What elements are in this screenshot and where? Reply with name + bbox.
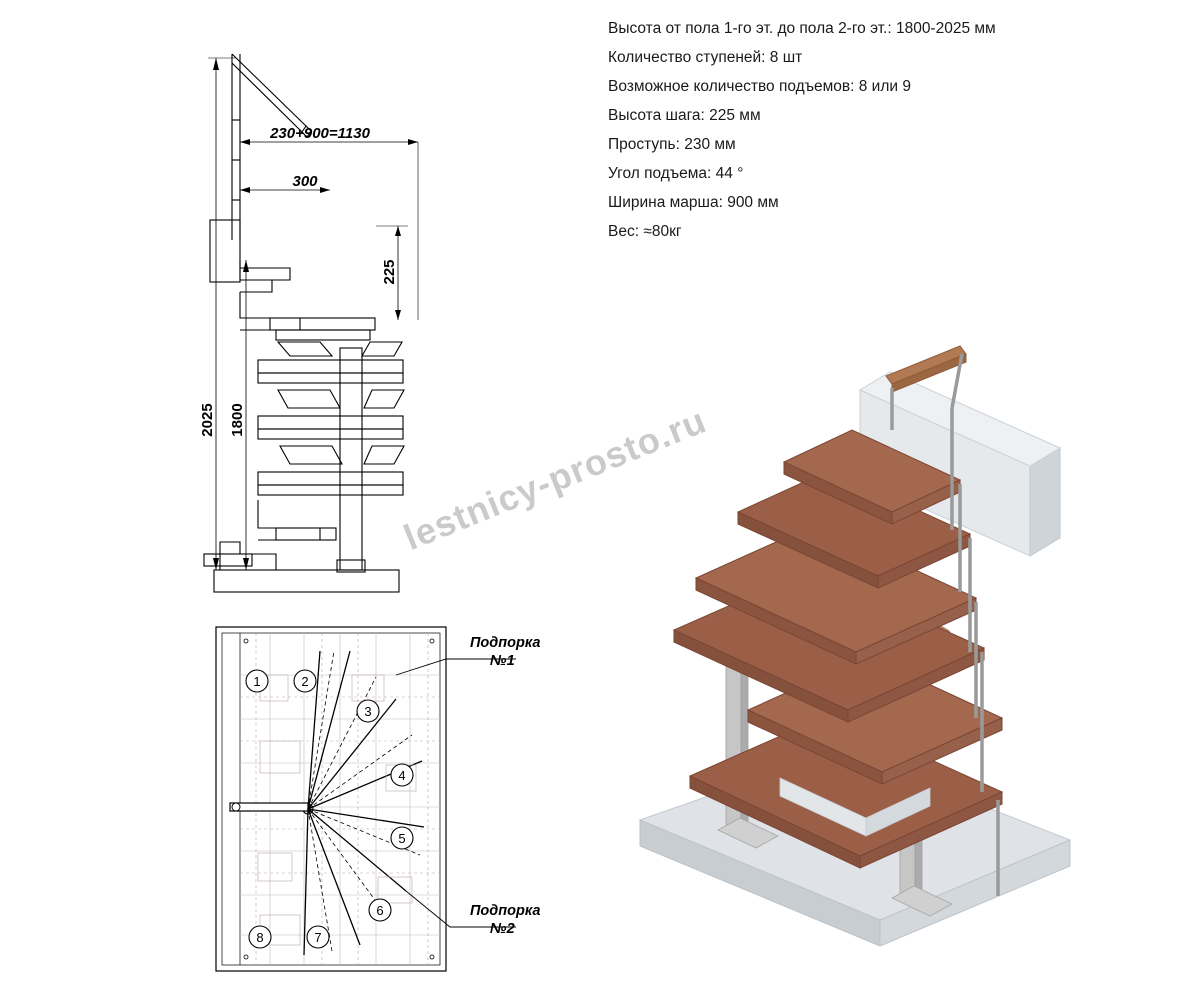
step-number-8 [249,926,271,948]
side-elevation-drawing [180,30,600,610]
svg-text:2: 2 [301,674,309,689]
watermark: lestnicy-prosto.ru [398,399,712,559]
svg-text:1: 1 [253,674,261,689]
spec-item-tread: Проступь: 230 мм [608,136,736,153]
support-2-label-line2: №2 [490,921,515,937]
step-number-3 [357,700,379,722]
specifications-list [608,14,1168,246]
dim-label-total-min: 1800 [229,403,246,437]
svg-text:5: 5 [398,831,406,846]
bracket-a [278,342,332,356]
dim-label-rise: 225 [381,259,398,285]
bracket-e [280,446,342,464]
bracket-f [364,446,404,464]
plan-center-beam [230,803,308,811]
dim-arrow-225-bottom [395,310,401,320]
bracket-c [278,390,340,408]
central-post [340,348,362,570]
step-profile-2 [258,500,320,540]
dim-arrow-2025-top [213,58,219,70]
dim-arrow-1800-bottom [243,558,249,570]
dim-arrow-300-right [320,187,330,193]
step-number-1 [246,670,268,692]
tread-5-edge [258,485,403,495]
step-number-2 [294,670,316,692]
tread-2 [276,528,336,540]
plan-beam-anchor [232,803,240,811]
support-2-label-line1: Подпорка [470,903,541,919]
dim-label-top: 230+900=1130 [270,125,370,142]
step-number-7 [307,926,329,948]
plan-view-drawing [200,615,580,985]
step-number-5 [391,827,413,849]
dim-arrow-top-left [240,139,250,145]
stair-3d-render [630,280,1090,970]
spec-item-weight: Вес: ≈80кг [608,223,682,240]
tread-7 [258,360,403,373]
bracket-d [364,390,404,408]
support-1-label-line2: №1 [490,653,515,669]
tread-6-edge [258,429,403,439]
dim-arrow-2025-bottom [213,558,219,570]
dim-label-tread: 300 [292,173,318,190]
spec-item-angle: Угол подъема: 44 ° [608,165,744,182]
tread-8-edge [276,330,370,340]
bracket-b [362,342,402,356]
spec-item-width: Ширина марша: 900 мм [608,194,779,211]
dim-arrow-300-left [240,187,250,193]
support-1-label-line1: Подпорка [470,635,541,651]
svg-text:3: 3 [364,704,372,719]
plan-corner-marks [244,639,434,959]
tread-7-edge [258,373,403,383]
dim-arrow-225-top [395,226,401,236]
dim-label-total-max: 2025 [199,403,216,437]
tread-5 [258,472,403,485]
tread-8 [270,318,375,330]
svg-text:8: 8 [256,930,264,945]
handrail-top [232,54,306,126]
svg-text:4: 4 [398,768,406,783]
spec-item-rise-height: Высота шага: 225 мм [608,107,761,124]
svg-text:6: 6 [376,903,384,918]
dim-arrow-top-right [408,139,418,145]
spec-item-floor-height: Высота от пола 1-го эт. до пола 2-го эт.: 1800-2025 мм [608,20,996,37]
step-number-6 [369,899,391,921]
upper-floor-edge [210,220,240,282]
floor-slab [214,570,399,592]
handrail-top-inner [232,63,302,132]
plan-step-edges-hidden [308,651,420,951]
svg-text:7: 7 [314,930,322,945]
spec-item-possible-rises: Возможное количество подъемов: 8 или 9 [608,78,911,95]
step-number-4 [391,764,413,786]
tread-6 [258,416,403,429]
dim-arrow-1800-top [243,260,249,272]
spec-item-step-count: Количество ступеней: 8 шт [608,49,803,66]
